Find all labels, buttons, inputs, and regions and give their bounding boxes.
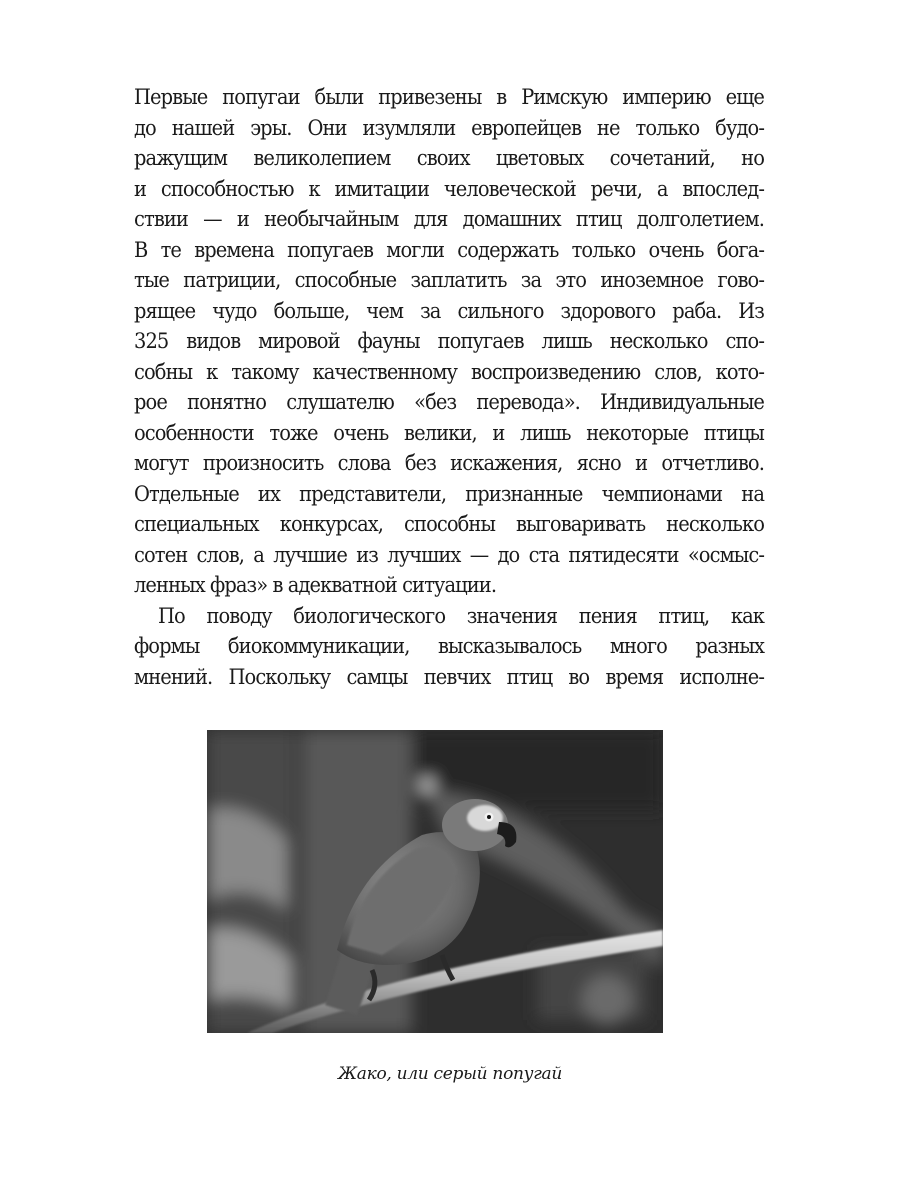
text-line: ленных фраз» в адекватной ситуации. — [134, 573, 497, 598]
text-line: тые патриции, способные заплатить за это иноземное гово- — [134, 268, 764, 293]
text-line: ствии — и необычайным для домашних птиц долголетием. — [134, 207, 764, 232]
text-line: Отдельные их представители, признанные чемпионами на — [134, 481, 764, 507]
text-line: сотен слов, а лучшие из лучших — до ста пятидесяти «осмыс- — [134, 542, 764, 568]
text-line: до нашей эры. Они изумляли европейцев не только будо- — [134, 115, 764, 141]
text-line: и способностью к имитации человеческой речи, а впослед- — [134, 176, 764, 202]
paragraph-1 — [134, 83, 764, 602]
text-line: мнений. Поскольку самцы певчих птиц во время исполне- — [134, 664, 764, 690]
paragraph-2 — [134, 602, 764, 694]
parrot-photo — [207, 730, 663, 1033]
text-line: рое понятно слушателю «без перевода». Индивидуальные — [134, 390, 764, 415]
text-line: По поводу биологического значения пения птиц, как — [158, 603, 764, 629]
figure-caption: Жако, или серый попугай — [338, 1064, 562, 1084]
text-line: формы биокоммуникации, высказывалось много разных — [134, 634, 764, 659]
text-line: Первые попугаи были привезены в Римскую империю еще — [134, 85, 764, 110]
grey-parrot-image — [207, 730, 663, 1033]
text-line: рящее чудо больше, чем за сильного здорового раба. Из — [134, 298, 764, 324]
text-line: ражущим великолепием своих цветовых сочетаний, но — [134, 146, 764, 171]
text-line: собны к такому качественному воспроизведению слов, кото- — [134, 359, 764, 385]
text-line: 325 видов мировой фауны попугаев лишь несколько спо- — [134, 329, 764, 354]
text-line: специальных конкурсах, способны выговаривать несколько — [134, 512, 764, 537]
text-line: особенности тоже очень велики, и лишь некоторые птицы — [134, 420, 764, 446]
text-line: В те времена попугаев могли содержать только очень бога- — [134, 237, 764, 263]
body-text — [134, 83, 764, 693]
text-line: могут произносить слова без искажения, ясно и отчетливо. — [134, 451, 764, 476]
